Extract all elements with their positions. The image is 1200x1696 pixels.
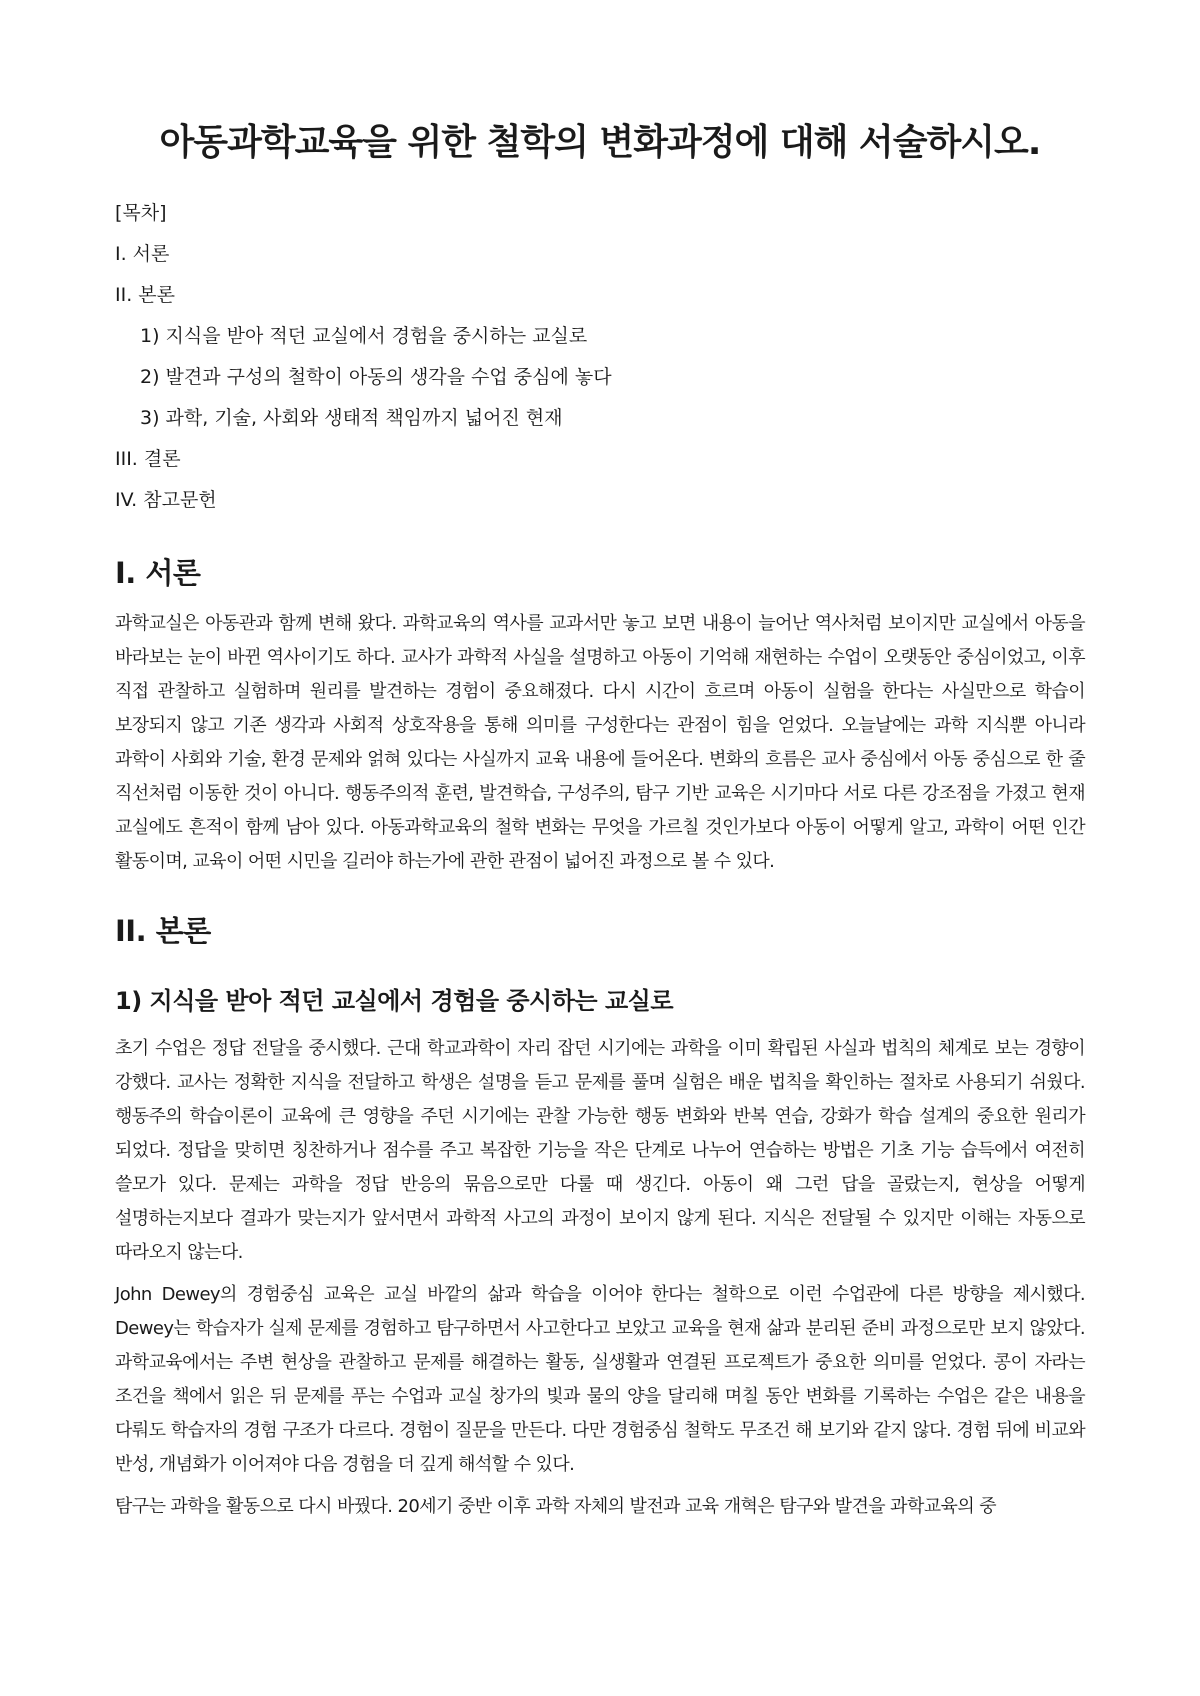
section-heading-body: II. 본론 [115, 913, 211, 948]
toc-heading: [목차] [115, 202, 167, 224]
section-intro [115, 555, 1085, 879]
toc-item-intro: I. 서론 [115, 243, 170, 265]
section-heading-intro: I. 서론 [115, 556, 201, 590]
toc-item-references: IV. 참고문헌 [115, 489, 217, 511]
toc-item-conclusion: III. 결론 [115, 448, 181, 470]
table-of-contents [115, 193, 1085, 521]
paragraph: 과학교실은 아동관과 함께 변해 왔다. 과학교육의 역사를 교과서만 놓고 보면 내용이 늘어난 역사처럼 보이지만 교실에서 아동을 바라보는 눈이 바뀐 역사이기도 하다. 교사가 과학적 사실을 설명하고 아동이 기억해 재현하는 수업이 오랫동안 중심이었고, 이후 직접 관찰하고 실험하며 원리를 발견하는 경험이 중요해졌다. 다시 시간이 흐르며 아동이 실험을 한다는 사실만으로 학습이 보장되지 않고 기존 생각과 사회적 상호작용을 통해 의미를 구성한다는 관점이 힘을 얻었다. 오늘날에는 과학 지식뿐 아니라 과학이 사회와 기술, 환경 문제와 얽혀 있다는 사실까지 교육 내용에 들어온다. 변화의 흐름은 교사 중심에서 아동 중심으로 한 줄 직선처럼 이동한 것이 아니다. 행동주의적 훈련, 발견학습, 구성주의, 탐구 기반 교육은 시기마다 서로 다른 강조점을 가졌고 현재 교실에도 흔적이 함께 남아 있다. 아동과학교육의 철학 변화는 무엇을 가르칠 것인가보다 아동이 어떻게 알고, 과학이 어떤 인간 활동이며, 교육이 어떤 시민을 길러야 하는가에 관한 관점이 넓어진 과정으로 볼 수 있다. [115, 612, 1085, 872]
paragraph: John Dewey의 경험중심 교육은 교실 바깥의 삶과 학습을 이어야 한다는 철학으로 이런 수업관에 다른 방향을 제시했다. Dewey는 학습자가 실제 문제를 경험하고 탐구하면서 사고한다고 보았고 교육을 현재 삶과 분리된 준비 과정으로만 보지 않았다. 과학교육에서는 주변 현상을 관찰하고 문제를 해결하는 활동, 실생활과 연결된 프로젝트가 중요한 의미를 얻었다. 콩이 자라는 조건을 책에서 읽은 뒤 문제를 푸는 수업과 교실 창가의 빛과 물의 양을 달리해 며칠 동안 변화를 기록하는 수업은 같은 내용을 다뤄도 학습자의 경험 구조가 다르다. 경험이 질문을 만든다. 다만 경험중심 철학도 무조건 해 보기와 같지 않다. 경험 뒤에 비교와 반성, 개념화가 이어져야 다음 경험을 더 깊게 해석할 수 있다. [115, 1283, 1085, 1475]
section-body [115, 913, 1085, 1524]
toc-item-body-1: 1) 지식을 받아 적던 교실에서 경험을 중시하는 교실로 [140, 325, 588, 347]
document-title: 아동과학교육을 위한 철학의 변화과정에 대해 서술하시오. [159, 122, 1041, 163]
paragraph: 초기 수업은 정답 전달을 중시했다. 근대 학교과학이 자리 잡던 시기에는 과학을 이미 확립된 사실과 법칙의 체계로 보는 경향이 강했다. 교사는 정확한 지식을 전달하고 학생은 설명을 듣고 문제를 풀며 실험은 배운 법칙을 확인하는 절차로 사용되기 쉬웠다. 행동주의 학습이론이 교육에 큰 영향을 주던 시기에는 관찰 가능한 행동 변화와 반복 연습, 강화가 학습 설계의 중요한 원리가 되었다. 정답을 맞히면 칭찬하거나 점수를 주고 복잡한 기능을 작은 단계로 나누어 연습하는 방법은 기초 기능 습득에서 여전히 쓸모가 있다. 문제는 과학을 정답 반응의 묶음으로만 다룰 때 생긴다. 아동이 왜 그런 답을 골랐는지, 현상을 어떻게 설명하는지보다 결과가 맞는지가 앞서면서 과학적 사고의 과정이 보이지 않게 된다. 지식은 전달될 수 있지만 이해는 자동으로 따라오지 않는다. [115, 1037, 1085, 1263]
toc-item-body-3: 3) 과학, 기술, 사회와 생태적 책임까지 넓어진 현재 [140, 407, 563, 429]
subsection-heading-1: 1) 지식을 받아 적던 교실에서 경험을 중시하는 교실로 [115, 987, 674, 1016]
toc-item-body-2: 2) 발견과 구성의 철학이 아동의 생각을 수업 중심에 놓다 [140, 366, 612, 388]
toc-item-body: II. 본론 [115, 284, 175, 306]
paragraph: 탐구는 과학을 활동으로 다시 바꿨다. 20세기 중반 이후 과학 자체의 발전과 교육 개혁은 탐구와 발견을 과학교육의 중 [115, 1495, 997, 1517]
